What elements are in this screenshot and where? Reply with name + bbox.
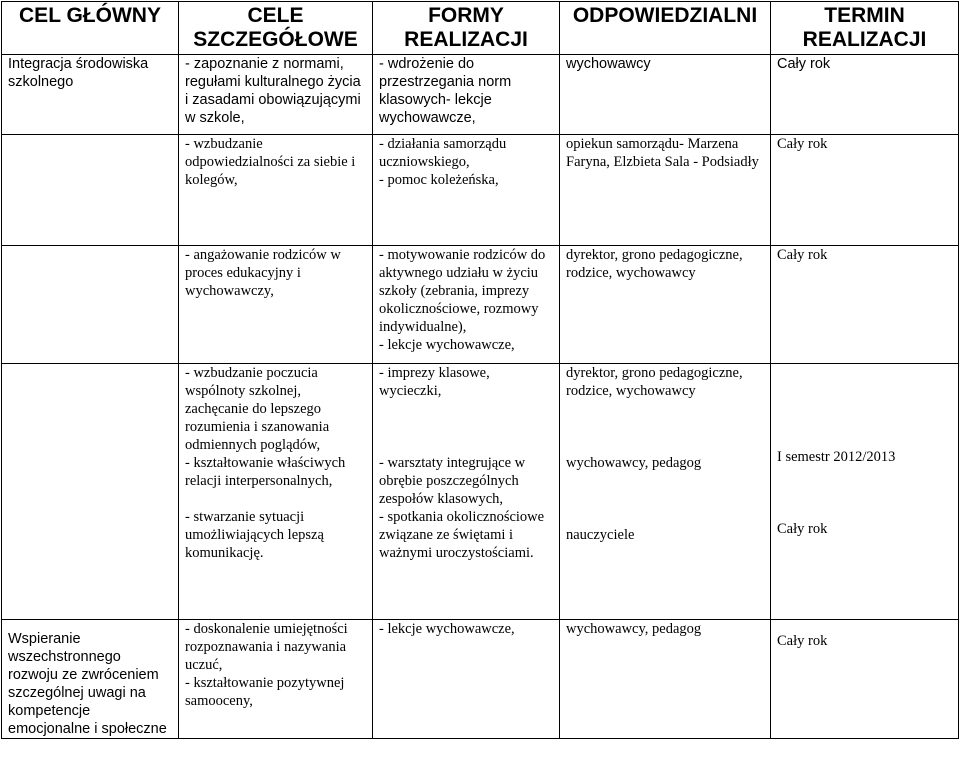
formy-cell: - działania samorządu uczniowskiego, - pomoc koleżeńska, (373, 135, 560, 246)
cel-glowny-cell (2, 364, 179, 620)
spacer (566, 472, 764, 526)
formy-text: - imprezy klasowe, wycieczki, (379, 365, 490, 399)
cele-cell: - angażowanie rodziców w proces edukacyjny i wychowawczy, (179, 246, 373, 364)
header-formy-realizacji: FORMY REALIZACJI (373, 2, 560, 55)
termin-text: Cały rok (777, 521, 828, 537)
formy-text: - warsztaty integrujące w obrębie poszczególnych zespołów klasowych, - spotkania okolicznościowe związane ze świętami i ważnymi uroczystościami. (379, 455, 545, 561)
spacer (777, 364, 952, 448)
spacer (379, 400, 553, 454)
spacer (185, 490, 366, 508)
header-odpowiedzialni: ODPOWIEDZIALNI (560, 2, 771, 55)
header-termin-realizacji: TERMIN REALIZACJI (771, 2, 959, 55)
termin-text: Cały rok (777, 633, 828, 649)
odpowiedzialni-text: dyrektor, grono pedagogiczne, rodzice, wychowawcy (566, 365, 743, 399)
odpowiedzialni-cell: wychowawcy, pedagog (560, 620, 771, 739)
odpowiedzialni-cell: opiekun samorządu- Marzena Faryna, Elzbieta Sala - Podsiadły (560, 135, 771, 246)
termin-cell (771, 364, 959, 620)
table-row (2, 246, 959, 364)
termin-cell: Cały rok (771, 135, 959, 246)
plan-table (1, 1, 959, 739)
table-row (2, 135, 959, 246)
cele-text: - wzbudzanie poczucia wspólnoty szkolnej, zachęcanie do lepszego rozumienia i szanowania odmiennych poglądów, - kształtowanie właściwych relacji interpersonalnych, (185, 365, 346, 489)
cele-text: - stwarzanie sytuacji umożliwiających lepszą komunikację. (185, 509, 324, 561)
formy-cell: - wdrożenie do przestrzegania norm klasowych- lekcje wychowawcze, (373, 55, 560, 135)
formy-cell: - lekcje wychowawcze, (373, 620, 560, 739)
table-row (2, 620, 959, 739)
cele-cell: - doskonalenie umiejętności rozpoznawania i nazywania uczuć, - kształtowanie pozytywnej samooceny, (179, 620, 373, 739)
cel-glowny-cell: Wspieranie wszechstronnego rozwoju ze zwróceniem szczególnej uwagi na kompetencje emocjonalne i społeczne (2, 620, 179, 739)
spacer (777, 620, 952, 632)
cele-cell: - wzbudzanie odpowiedzialności za siebie i kolegów, (179, 135, 373, 246)
header-cel-glowny: CEL GŁÓWNY (2, 2, 179, 55)
termin-cell: Cały rok (771, 246, 959, 364)
odpowiedzialni-cell: dyrektor, grono pedagogiczne, rodzice, wychowawcy (560, 246, 771, 364)
odpowiedzialni-text: wychowawcy, pedagog (566, 455, 702, 471)
cel-glowny-cell: Integracja środowiska szkolnego (2, 55, 179, 135)
header-row (2, 2, 959, 55)
termin-text: I semestr 2012/2013 (777, 449, 896, 465)
cel-glowny-cell (2, 135, 179, 246)
cele-cell (179, 364, 373, 620)
header-cele-szczegolowe: CELE SZCZEGÓŁOWE (179, 2, 373, 55)
odpowiedzialni-cell: wychowawcy (560, 55, 771, 135)
formy-cell: - motywowanie rodziców do aktywnego udziału w życiu szkoły (zebrania, imprezy okolicznościowe, rozmowy indywidualne), - lekcje wychowawcze, (373, 246, 560, 364)
odpowiedzialni-cell (560, 364, 771, 620)
spacer (777, 466, 952, 520)
termin-cell: Cały rok (771, 55, 959, 135)
cele-cell: - zapoznanie z normami, regułami kulturalnego życia i zasadami obowiązującymi w szkole, (179, 55, 373, 135)
spacer (566, 400, 764, 454)
table-row (2, 364, 959, 620)
termin-cell (771, 620, 959, 739)
formy-cell (373, 364, 560, 620)
cel-glowny-cell (2, 246, 179, 364)
table-row (2, 55, 959, 135)
odpowiedzialni-text: nauczyciele (566, 527, 635, 543)
